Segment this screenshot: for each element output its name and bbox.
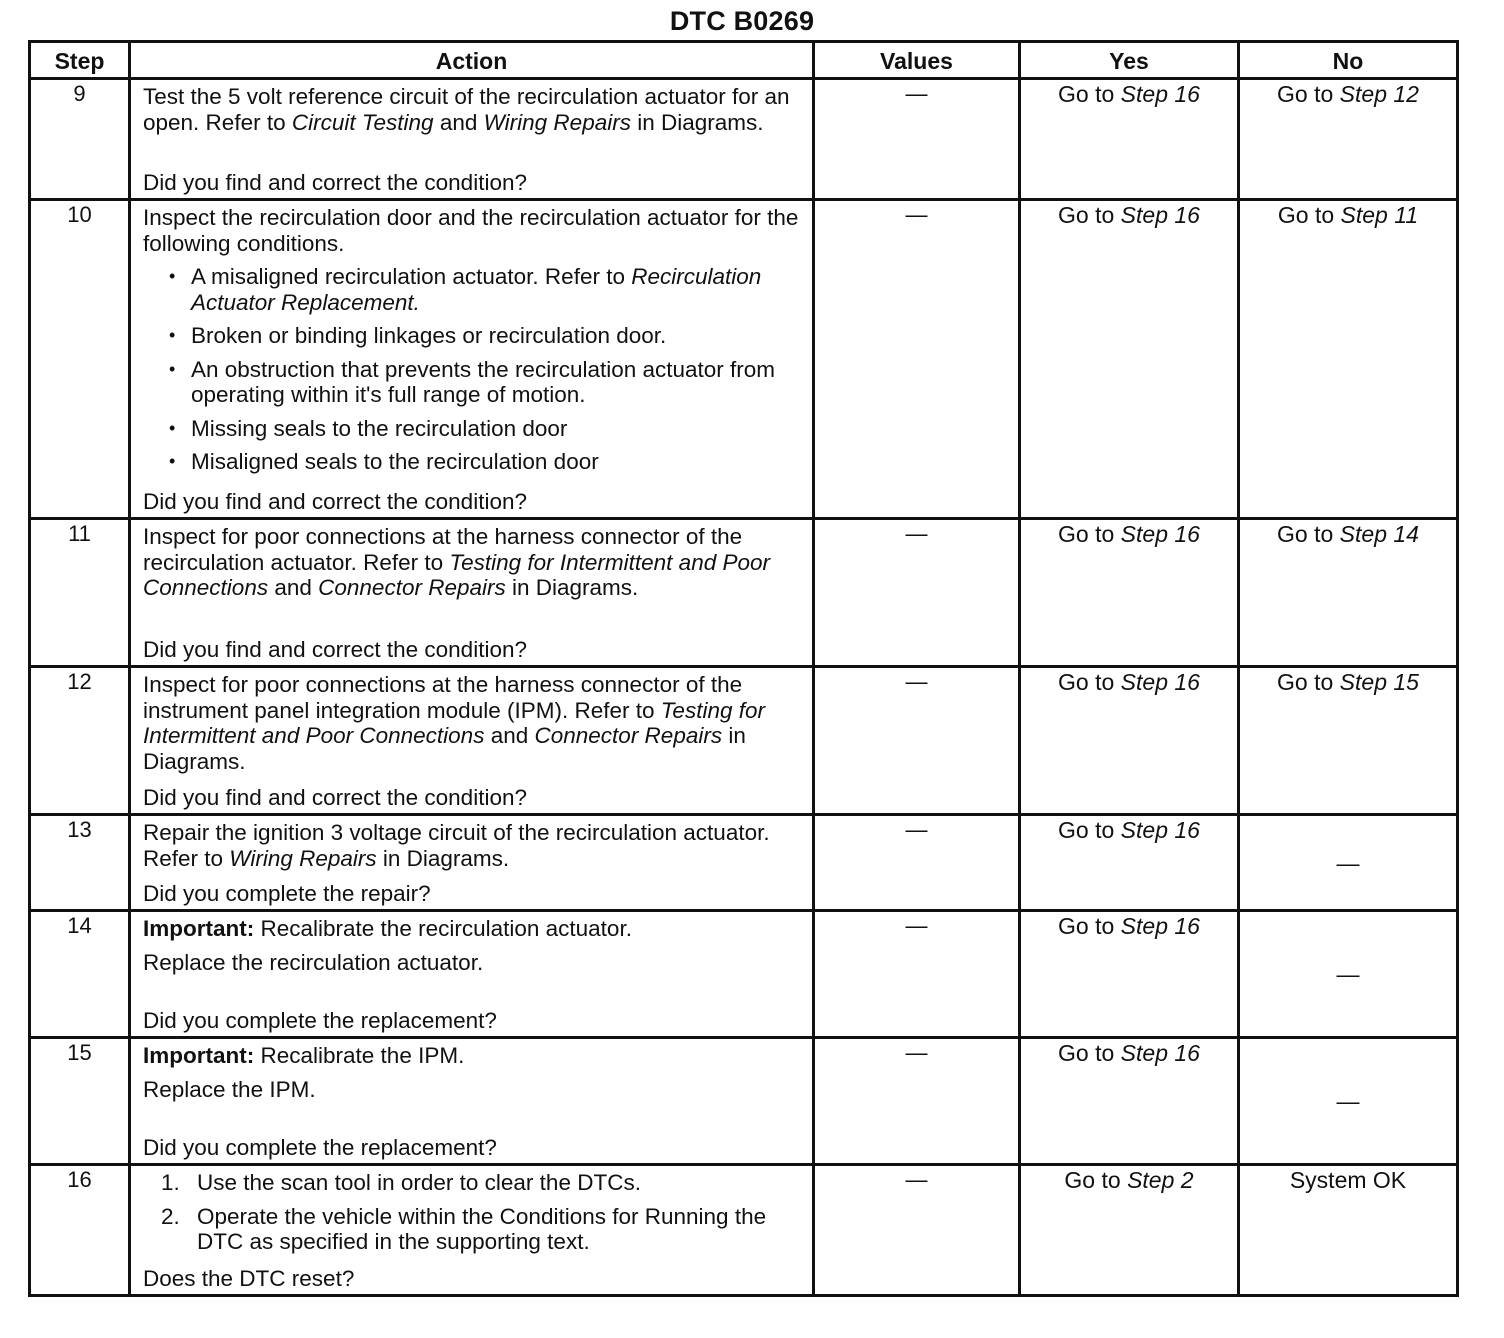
- values-cell: —: [814, 1165, 1020, 1296]
- list-item: • Misaligned seals to the recirculation door: [143, 449, 804, 475]
- values-cell: —: [814, 1038, 1020, 1165]
- list-item: 1. Use the scan tool in order to clear the DTCs.: [161, 1170, 641, 1195]
- list-item: • An obstruction that prevents the recirculation actuator from operating within it's full range of motion.: [143, 357, 804, 408]
- step-number: 12: [30, 667, 130, 815]
- action-text: Inspect for poor connections at the harness connector of the recirculation actuator. Refer to Testing for Intermittent and Poor Connections and Connector Repairs in Diagrams.: [143, 524, 770, 600]
- condition-list: [143, 264, 804, 475]
- step-number: 11: [30, 519, 130, 667]
- yes-cell: Go to Step 16: [1020, 667, 1239, 815]
- yes-cell: Go to Step 2: [1020, 1165, 1239, 1296]
- list-item: • A misaligned recirculation actuator. Refer to Recirculation Actuator Replacement.: [143, 264, 804, 315]
- table-row: [30, 667, 1458, 815]
- values-cell: —: [814, 815, 1020, 911]
- values-cell: —: [814, 79, 1020, 200]
- header-step: Step: [30, 42, 130, 79]
- important-note: Important: Recalibrate the IPM.: [143, 1043, 465, 1068]
- action-text: Inspect the recirculation door and the recirculation actuator for the following conditions.: [143, 205, 799, 256]
- no-cell: Go to Step 11: [1239, 200, 1458, 519]
- action-question: Did you complete the replacement?: [143, 1134, 497, 1160]
- header-yes: Yes: [1020, 42, 1239, 79]
- table-row: [30, 79, 1458, 200]
- step-number: 14: [30, 911, 130, 1038]
- no-cell: Go to Step 14: [1239, 519, 1458, 667]
- step-number: 16: [30, 1165, 130, 1296]
- action-text: Repair the ignition 3 voltage circuit of the recirculation actuator. Refer to Wiring Repairs in Diagrams.: [143, 820, 770, 871]
- yes-cell: Go to Step 16: [1020, 815, 1239, 911]
- action-question: Did you complete the repair?: [143, 880, 431, 906]
- step-number: 10: [30, 200, 130, 519]
- no-cell: —: [1239, 911, 1458, 1038]
- table-row: [30, 519, 1458, 667]
- header-action: Action: [130, 42, 814, 79]
- dtc-table: [28, 40, 1459, 1297]
- yes-cell: Go to Step 16: [1020, 519, 1239, 667]
- values-cell: —: [814, 200, 1020, 519]
- action-cell: [130, 200, 814, 519]
- no-cell: Go to Step 15: [1239, 667, 1458, 815]
- step-number: 13: [30, 815, 130, 911]
- list-item: 2. Operate the vehicle within the Conditions for Running the DTC as specified in the supporting text.: [161, 1203, 767, 1254]
- table-row: [30, 815, 1458, 911]
- important-note: Important: Recalibrate the recirculation actuator.: [143, 916, 632, 941]
- yes-cell: Go to Step 16: [1020, 200, 1239, 519]
- header-values: Values: [814, 42, 1020, 79]
- table-row: [30, 911, 1458, 1038]
- header-no: No: [1239, 42, 1458, 79]
- values-cell: —: [814, 667, 1020, 815]
- yes-cell: Go to Step 16: [1020, 79, 1239, 200]
- action-text: Test the 5 volt reference circuit of the recirculation actuator for an open. Refer to Circuit Testing and Wiring Repairs in Diagrams.: [143, 84, 790, 135]
- action-text: Replace the recirculation actuator.: [143, 949, 484, 975]
- no-cell: Go to Step 12: [1239, 79, 1458, 200]
- action-cell: [130, 911, 814, 1038]
- page-title: DTC B0269: [669, 6, 815, 36]
- action-question: Did you find and correct the condition?: [143, 784, 527, 810]
- list-item: • Missing seals to the recirculation door: [143, 416, 804, 442]
- action-question: Did you find and correct the condition?: [143, 169, 527, 195]
- list-item: • Broken or binding linkages or recirculation door.: [143, 323, 804, 349]
- yes-cell: Go to Step 16: [1020, 911, 1239, 1038]
- no-cell: —: [1239, 815, 1458, 911]
- action-cell: [130, 1038, 814, 1165]
- table-row: [30, 1165, 1458, 1296]
- no-cell: System OK: [1239, 1165, 1458, 1296]
- procedure-list: [143, 1170, 804, 1255]
- header-row: [30, 42, 1458, 79]
- action-cell: [130, 519, 814, 667]
- step-number: 15: [30, 1038, 130, 1165]
- action-cell: [130, 815, 814, 911]
- table-row: [30, 200, 1458, 519]
- action-question: Did you complete the replacement?: [143, 1007, 497, 1033]
- action-question: Did you find and correct the condition?: [143, 488, 527, 514]
- action-question: Does the DTC reset?: [143, 1265, 355, 1291]
- no-cell: —: [1239, 1038, 1458, 1165]
- table-row: [30, 1038, 1458, 1165]
- action-cell: [130, 1165, 814, 1296]
- action-cell: [130, 667, 814, 815]
- step-number: 9: [30, 79, 130, 200]
- yes-cell: Go to Step 16: [1020, 1038, 1239, 1165]
- action-text: Inspect for poor connections at the harness connector of the instrument panel integration module (IPM). Refer to Testing for Intermittent and Poor Connections and Connector Repairs in Diagrams.: [143, 672, 765, 774]
- action-question: Did you find and correct the condition?: [143, 636, 527, 662]
- action-cell: [130, 79, 814, 200]
- action-text: Replace the IPM.: [143, 1076, 316, 1102]
- values-cell: —: [814, 911, 1020, 1038]
- values-cell: —: [814, 519, 1020, 667]
